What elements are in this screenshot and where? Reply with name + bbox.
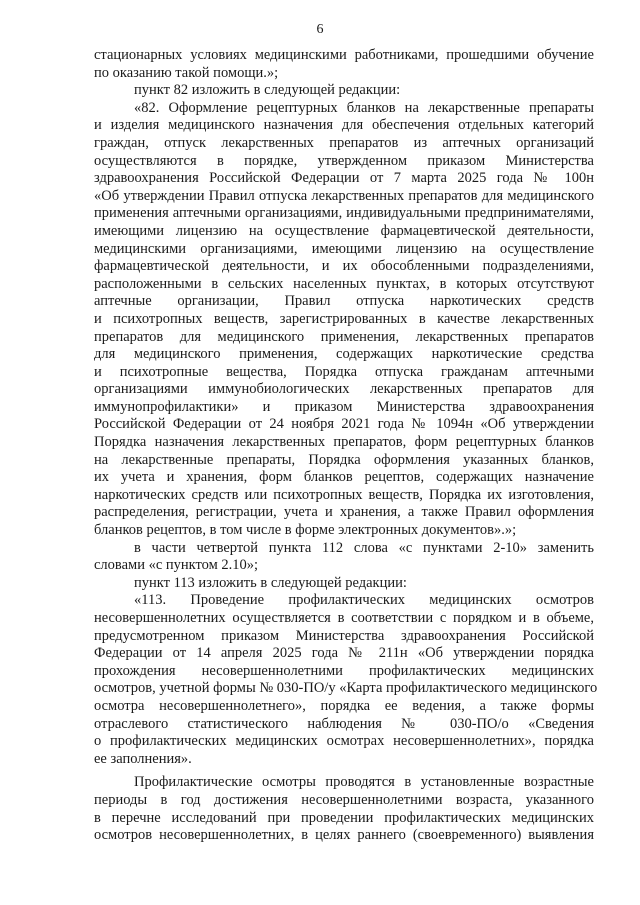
text-line: словами «с пунктом 2.10»;	[94, 557, 259, 574]
text-line: здравоохранения Российской Федерации от 7 марта 2025 года № 100н	[94, 170, 594, 187]
text-line: имеющими лицензию на осуществление фармацевтической деятельности,	[94, 222, 594, 239]
text-line: граждан, отпуск лекарственных препаратов из аптечных организаций	[94, 134, 594, 151]
text-line: для медицинского применения, содержащих наркотические средства	[94, 346, 594, 363]
text-line: несовершеннолетних осуществляется в соответствии с порядком и в объеме,	[94, 610, 594, 626]
text-line: осмотров несовершеннолетних, в целях раннего (своевременного) выявления	[94, 827, 594, 844]
text-line: Федерации от 14 апреля 2025 года № 211н «Об утверждении порядка	[94, 645, 594, 662]
text-line: иммунопрофилактики» и приказом Министерства здравоохранения	[94, 398, 594, 415]
text-line: бланков рецептов, в том числе в форме электронных документов».»;	[94, 522, 517, 539]
text-line: осмотра несовершеннолетнего», порядка ее ведения, а также формы	[94, 697, 594, 714]
text-line: наркотических средств или психотропных веществ, Порядка их изготовления,	[94, 486, 594, 503]
text-line: пункт 113 изложить в следующей редакции:	[134, 574, 407, 591]
document-body	[94, 47, 598, 845]
text-line: и психотропных веществ, зарегистрированных в качестве лекарственных	[94, 310, 594, 327]
text-line: Профилактические осмотры проводятся в установленные возрастные	[134, 774, 594, 791]
text-line: о профилактических медицинских осмотрах несовершеннолетних», порядка	[94, 733, 594, 750]
text-line: «113. Проведение профилактических медицинских осмотров	[134, 592, 594, 609]
text-line: и психотропные вещества, Порядка отпуска гражданам аптечными	[94, 363, 594, 380]
text-line: по оказанию такой помощи.»;	[94, 64, 279, 81]
text-line: предусмотренном приказом Министерства здравоохранения Российской	[94, 627, 594, 644]
text-line: расположенными в сельских населенных пунктах, в которых отсутствуют	[94, 275, 594, 292]
page-number: 6	[316, 22, 324, 37]
text-line: «Об утверждении Правил отпуска лекарственных препаратов для медицинского	[94, 187, 594, 204]
text-line: пункт 82 изложить в следующей редакции:	[134, 82, 401, 99]
text-line: стационарных условиях медицинскими работниками, прошедшими обучение	[94, 47, 594, 63]
text-line: фармацевтической деятельности, и их обособленными подразделениями,	[94, 258, 594, 275]
text-line: прохождения несовершеннолетними профилактических медицинских	[94, 662, 594, 679]
text-line: ее заполнения».	[94, 750, 192, 767]
text-line: и изделия медицинского назначения для обеспечения отдельных категорий	[94, 117, 594, 134]
text-line: Российской Федерации от 24 ноября 2021 года № 1094н «Об утверждении	[94, 416, 594, 433]
text-line: периоды в год достижения несовершеннолетними возраста, указанного	[94, 791, 594, 808]
text-line: «82. Оформление рецептурных бланков на лекарственные препараты	[134, 99, 594, 116]
text-line: Порядка назначения лекарственных препаратов, форм рецептурных бланков	[94, 434, 594, 451]
text-line: организациями иммунобиологических лекарственных препаратов для	[94, 381, 594, 398]
text-line: медицинскими организациями, имеющими лицензию на осуществление	[94, 240, 594, 257]
text-line: в части четвертой пункта 112 слова «с пунктами 2-10» заменить	[134, 539, 594, 556]
text-line: осуществляются в порядке, утвержденном приказом Министерства	[94, 152, 594, 169]
text-line: отраслевого статистического наблюдения № 030-ПО/о «Сведения	[94, 715, 594, 732]
text-line: препаратов для медицинского применения, лекарственных препаратов	[94, 328, 594, 345]
text-line: их учета и хранения, форм бланков рецептов, содержащих назначение	[94, 469, 594, 486]
text-line: осмотров, учетной формы № 030-ПО/у «Карта профилактического медицинского	[94, 680, 598, 697]
text-line: в перечне исследований при проведении профилактических медицинских	[94, 809, 594, 826]
text-line: распределения, регистрации, учета и хранения, а также Правил оформления	[94, 504, 594, 521]
text-line: применения аптечными организациями, индивидуальными предпринимателями,	[94, 205, 594, 222]
text-line: на лекарственные препараты, Порядка оформления указанных бланков,	[94, 451, 594, 468]
text-line: аптечные организации, Правил отпуска наркотических средств	[94, 293, 594, 310]
